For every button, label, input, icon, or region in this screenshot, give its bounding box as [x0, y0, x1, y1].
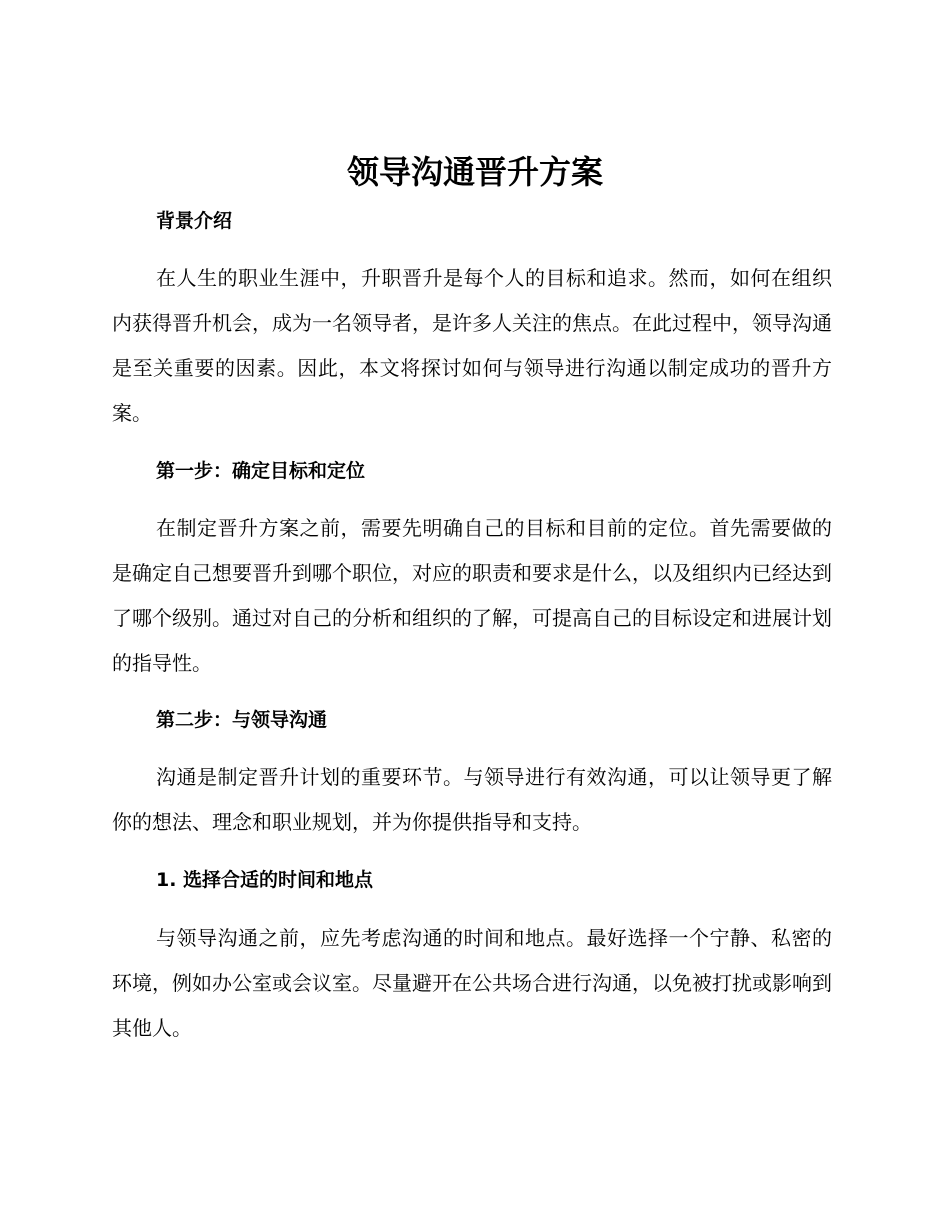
section-heading-time-place: 1. 选择合适的时间和地点: [156, 869, 374, 891]
section-paragraph-step-one: 在制定晋升方案之前，需要先明确自己的目标和目前的定位。首先需要做的是确定自己想要晋升到哪个职位，对应的职责和要求是什么，以及组织内已经达到了哪个级别。通过对自己的分析和组织的了解，可提高自己的目标设定和进展计划的指导性。: [112, 516, 832, 675]
section-heading-background: 背景介绍: [156, 210, 233, 232]
section-heading-step-two: 第二步：与领导沟通: [156, 709, 328, 731]
section-heading-step-one: 第一步：确定目标和定位: [156, 460, 366, 482]
section-paragraph-step-two: 沟通是制定晋升计划的重要环节。与领导进行有效沟通，可以让领导更了解你的想法、理念和职业规划，并为你提供指导和支持。: [112, 765, 832, 834]
section-paragraph-time-place: 与领导沟通之前，应先考虑沟通的时间和地点。最好选择一个宁静、私密的环境，例如办公室或会议室。尽量避开在公共场合进行沟通，以免被打扰或影响到其他人。: [112, 926, 832, 1040]
document-title: 领导沟通晋升方案: [346, 153, 603, 191]
section-paragraph-background: 在人生的职业生涯中，升职晋升是每个人的目标和追求。然而，如何在组织内获得晋升机会，成为一名领导者，是许多人关注的焦点。在此过程中，领导沟通是至关重要的因素。因此，本文将探讨如何与领导进行沟通以制定成功的晋升方案。: [112, 266, 832, 425]
